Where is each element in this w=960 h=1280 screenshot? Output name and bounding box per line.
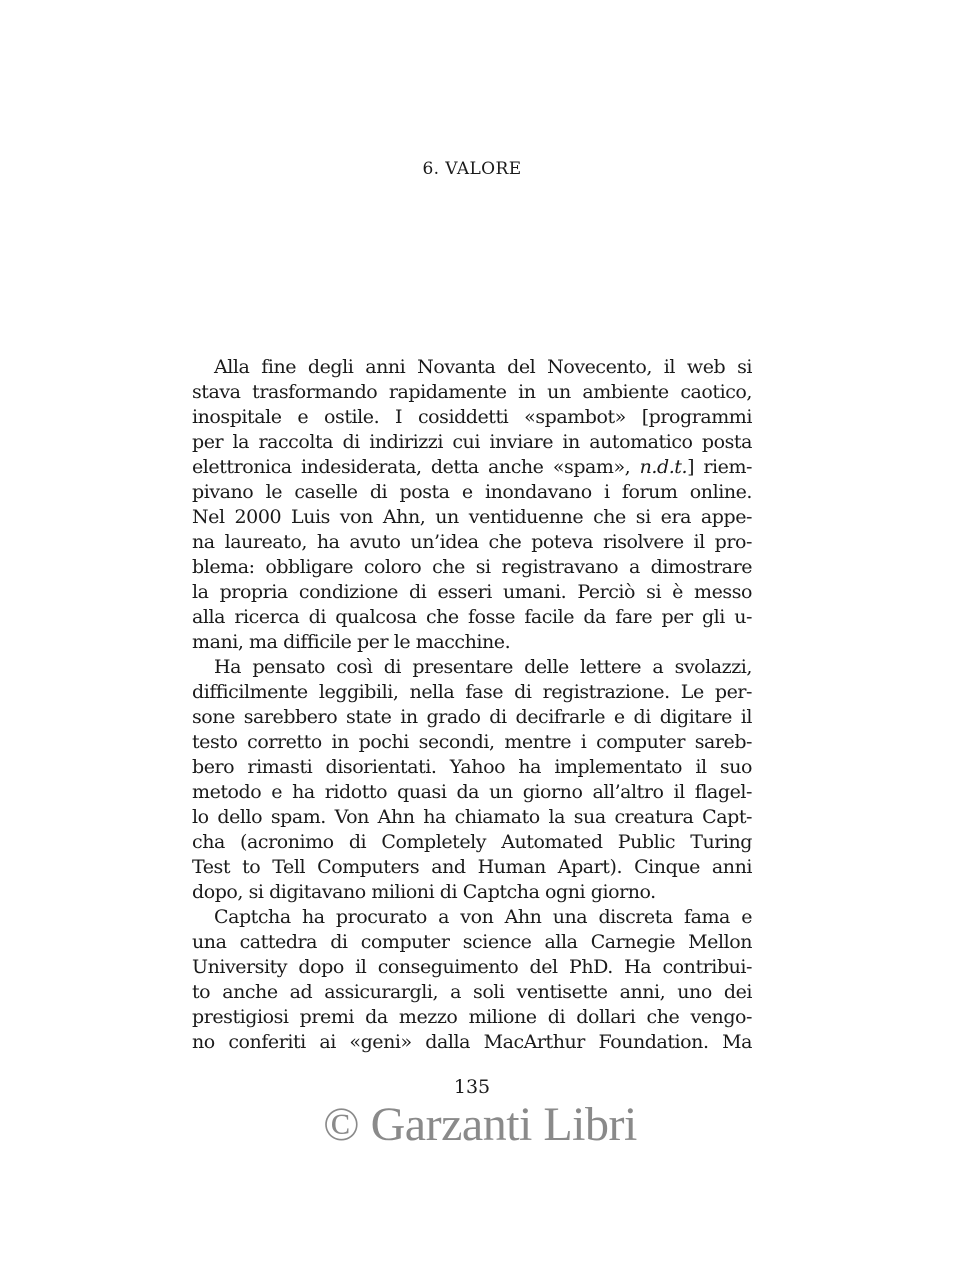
text-line: metodo e ha ridotto quasi da un giorno all’altro il flagel- — [192, 781, 752, 803]
text-line: la propria condizione di esseri umani. Perciò si è messo — [192, 581, 752, 603]
page-number: 135 — [453, 1076, 491, 1098]
text-line: prestigiosi premi da mezzo milione di dollari che vengo- — [192, 1006, 752, 1028]
chapter-title: 6. VALORE — [422, 159, 522, 179]
text-line: Test to Tell Computers and Human Apart). Cinque anni — [192, 856, 752, 878]
text-line: dopo, si digitavano milioni di Captcha ogni giorno. — [192, 881, 656, 903]
text-line: inospitale e ostile. I cosiddetti «spambot» [programmi — [192, 406, 752, 428]
text-line: mani, ma difficile per le macchine. — [192, 631, 511, 653]
text-line: sone sarebbero state in grado di decifrarle e di digitare il — [192, 706, 752, 728]
text-line: Captcha ha procurato a von Ahn una discreta fama e — [214, 906, 752, 928]
text-line: elettronica indesiderata, detta anche «spam», n.d.t.] riem- — [192, 456, 752, 478]
text-line: Ha pensato così di presentare delle lettere a svolazzi, — [214, 656, 752, 678]
text-line: pivano le caselle di posta e inondavano i forum online. — [192, 481, 752, 503]
text-line: testo corretto in pochi secondi, mentre i computer sareb- — [192, 731, 752, 753]
text-line: per la raccolta di indirizzi cui inviare in automatico posta — [192, 431, 752, 453]
text-line: University dopo il conseguimento del PhD. Ha contribui- — [192, 956, 752, 978]
text-line: cha (acronimo di Completely Automated Public Turing — [192, 831, 752, 853]
text-line: stava trasformando rapidamente in un ambiente caotico, — [192, 381, 752, 403]
text-line: na laureato, ha avuto un’idea che poteva risolvere il pro- — [192, 531, 752, 553]
text-line: Alla fine degli anni Novanta del Novecento, il web si — [214, 356, 752, 378]
text-line: blema: obbligare coloro che si registravano a dimostrare — [192, 556, 752, 578]
text-line: difficilmente leggibili, nella fase di registrazione. Le per- — [192, 681, 752, 703]
copyright-watermark: © Garzanti Libri — [323, 1098, 637, 1151]
text-line: bero rimasti disorientati. Yahoo ha implementato il suo — [192, 756, 752, 778]
text-line: alla ricerca di qualcosa che fosse facile da fare per gli u- — [192, 606, 752, 628]
text-line: lo dello spam. Von Ahn ha chiamato la sua creatura Capt- — [192, 806, 752, 828]
editor-note-abbr: n.d.t. — [639, 456, 688, 478]
text-line: Nel 2000 Luis von Ahn, un ventiduenne che si era appe- — [192, 506, 752, 528]
body-text — [192, 355, 752, 1055]
text-line: no conferiti ai «geni» dalla MacArthur Foundation. Ma — [192, 1031, 752, 1053]
text-line: to anche ad assicurargli, a soli ventisette anni, uno dei — [192, 981, 752, 1003]
text-line: una cattedra di computer science alla Carnegie Mellon — [192, 931, 752, 953]
